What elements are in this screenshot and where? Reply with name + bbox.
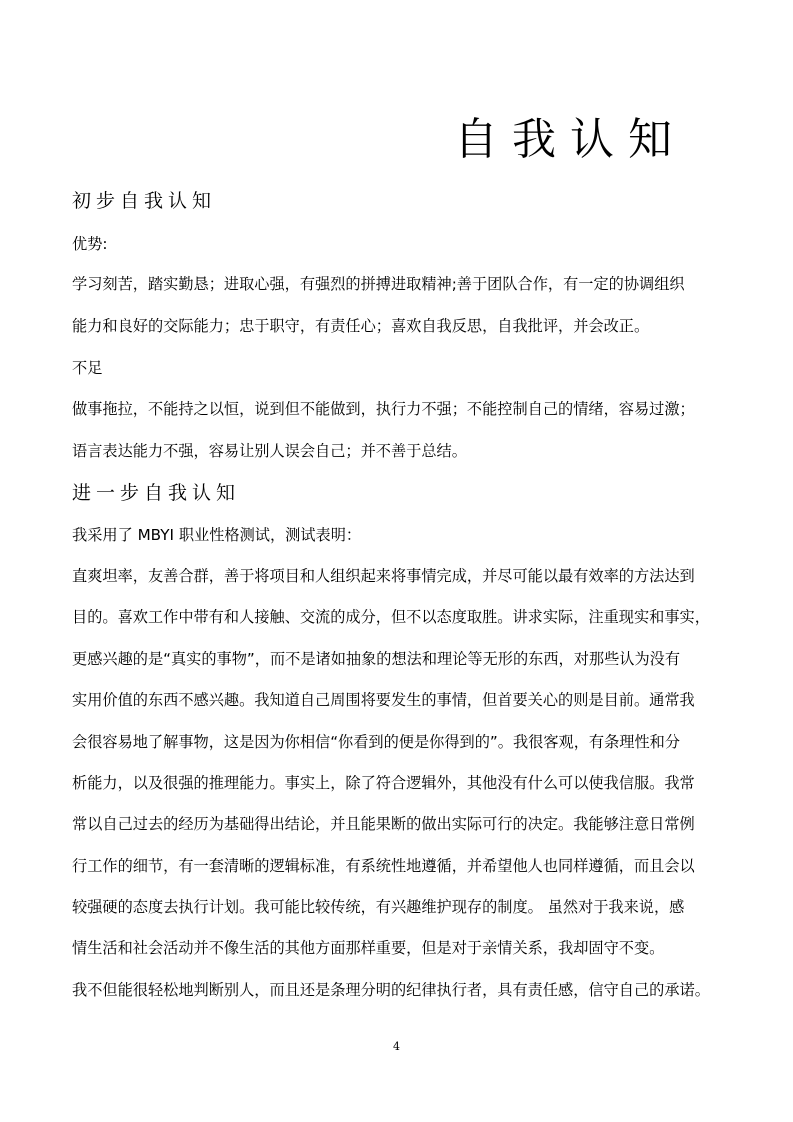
paragraph-line: 常以自己过去的经历为基础得出结论，并且能果断的做出实际可行的决定。我能够注意日常例 [72,815,695,833]
paragraph-line: 做事拖拉，不能持之以恒，说到但不能做到，执行力不强；不能控制自己的情绪，容易过激； [72,400,695,418]
paragraph-line: 能力和良好的交际能力；忠于职守，有责任心；喜欢自我反思，自我批评，并会改正。 [72,317,650,335]
paragraph-line: 较强硬的态度去执行计划。我可能比较传统，有兴趣维护现存的制度。 虽然对于我来说，感 [72,898,685,916]
paragraph-line: 实用价值的东西不感兴趣。我知道自己周围将要发生的事情，但首要关心的则是目前。通常我 [72,691,695,709]
paragraph-line: 我不但能很轻松地判断别人，而且还是条理分明的纪律执行者，具有责任感，信守自己的承诺。 [72,981,710,999]
page-number: 4 [393,1040,400,1053]
section-heading-further: 进一步自我认知 [72,482,241,504]
paragraph-line: 更感兴趣的是“真实的事物”，而不是诸如抽象的想法和理论等无形的东西，对那些认为没有 [72,650,681,668]
page-title: 自我认知 [454,114,686,165]
paragraph-line: 行工作的细节，有一套清晰的逻辑标准，有系统性地遵循，并希望他人也同样遵循，而且会以 [72,857,695,875]
paragraph-line: 直爽坦率，友善合群，善于将项目和人组织起来将事情完成，并尽可能以最有效率的方法达到 [72,567,695,585]
paragraph-line: 学习刻苦，踏实勤恳；进取心强，有强烈的拼搏进取精神;善于团队合作，有一定的协调组织 [72,275,685,293]
paragraph-line: 目的。喜欢工作中带有和人接触、交流的成分，但不以态度取胜。讲求实际，注重现实和事实， [72,608,710,626]
paragraph-line: 情生活和社会活动并不像生活的其他方面那样重要，但是对于亲情关系，我却固守不变。 [72,939,665,957]
paragraph-line: 析能力，以及很强的推理能力。事实上，除了符合逻辑外，其他没有什么可以使我信服。我常 [72,774,695,792]
paragraph-line: 语言表达能力不强，容易让别人误会自己；并不善于总结。 [72,442,467,460]
weaknesses-label: 不足 [72,359,103,377]
strengths-label: 优势: [72,235,108,253]
paragraph-line: 我采用了 MBYI 职业性格测试，测试表明： [72,526,362,544]
section-heading-initial: 初步自我认知 [72,190,217,212]
paragraph-line: 会很容易地了解事物，这是因为你相信“你看到的便是你得到的”。我很客观，有条理性和分 [72,733,681,751]
